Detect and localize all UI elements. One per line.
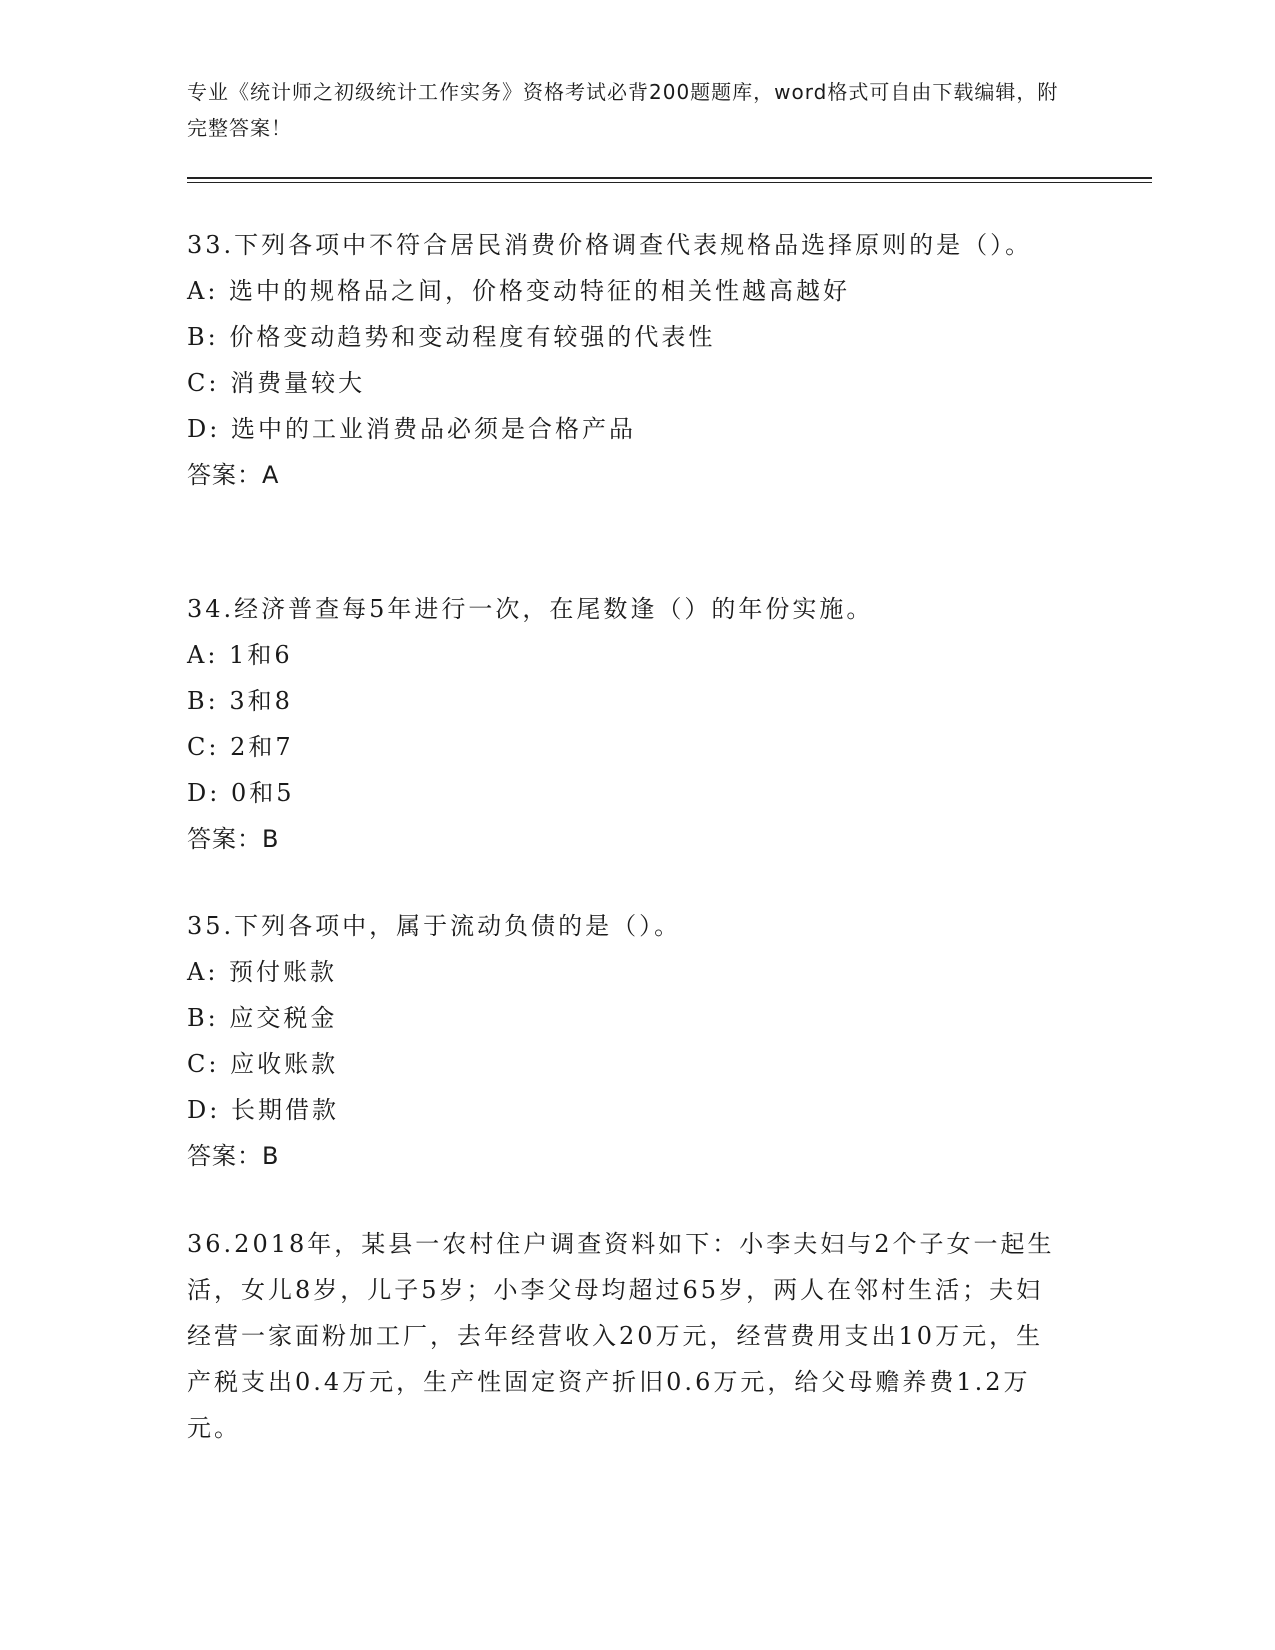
answer-line — [187, 452, 1067, 498]
question-36 — [187, 1221, 1067, 1451]
question-35 — [187, 903, 1087, 1179]
option-a: A: 预付账款 — [187, 958, 338, 986]
option-d: D: 选中的工业消费品必须是合格产品 — [187, 415, 636, 443]
option-c: C: 应收账款 — [187, 1050, 339, 1078]
option-d: D: 0和5 — [187, 779, 295, 807]
header-divider-thick — [187, 177, 1152, 179]
option-d: D: 长期借款 — [187, 1096, 339, 1124]
answer-value: B — [262, 825, 280, 853]
answer-label: 答案： — [187, 1142, 262, 1170]
option-c: C: 消费量较大 — [187, 369, 366, 397]
answer-value: A — [262, 461, 280, 489]
answer-line — [187, 1133, 1087, 1179]
question-34 — [187, 586, 1087, 862]
answer-label: 答案： — [187, 825, 262, 853]
option-b: B: 3和8 — [187, 687, 293, 715]
question-stem: 35.下列各项中，属于流动负债的是（）。 — [187, 912, 682, 940]
question-stem: 34.经济普查每5年进行一次，在尾数逢（）的年份实施。 — [187, 595, 874, 623]
option-a: A: 选中的规格品之间，价格变动特征的相关性越高越好 — [187, 277, 851, 305]
question-33 — [187, 222, 1067, 498]
question-stem: 36.2018年，某县一农村住户调查资料如下：小李夫妇与2个子女一起生活，女儿8岁，儿子5岁；小李父母均超过65岁，两人在邻村生活；夫妇经营一家面粉加工厂，去年经营收入20万元，经营费用支出10万元，生产税支出0.4万元，生产性固定资产折旧0.6万元，给父母赡养费1.2万元。 — [187, 1230, 1055, 1442]
answer-line — [187, 816, 1087, 862]
option-c: C: 2和7 — [187, 733, 294, 761]
answer-value: B — [262, 1142, 280, 1170]
option-b: B: 价格变动趋势和变动程度有较强的代表性 — [187, 323, 716, 351]
option-a: A: 1和6 — [187, 641, 293, 669]
question-stem: 33.下列各项中不符合居民消费价格调查代表规格品选择原则的是（）。 — [187, 231, 1033, 259]
header-divider-thin — [187, 182, 1152, 183]
document-header: 专业《统计师之初级统计工作实务》资格考试必背200题题库，word格式可自由下载编辑，附完整答案！ — [187, 80, 1059, 140]
option-b: B: 应交税金 — [187, 1004, 338, 1032]
answer-label: 答案： — [187, 461, 262, 489]
